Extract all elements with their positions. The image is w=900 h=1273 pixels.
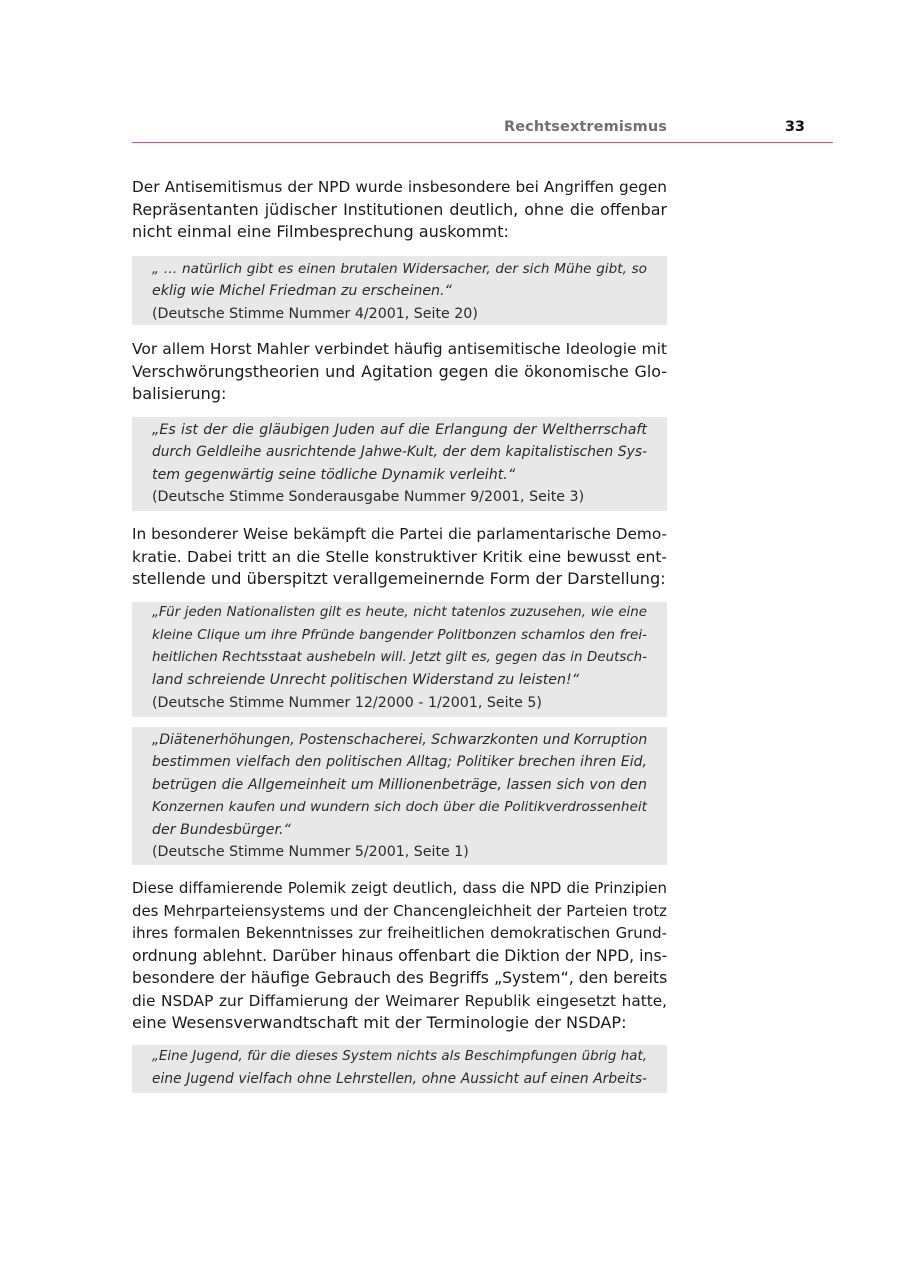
quote-citation: (Deutsche Stimme Sonderausgabe Nummer 9/2001, Seite 3) [152, 489, 585, 506]
quote-citation: (Deutsche Stimme Nummer 12/2000 - 1/2001, Seite 5) [152, 694, 542, 711]
quote-line: der Bundesbürger.“ [152, 821, 291, 838]
quote-line: bestimmen vielfach den politischen Alltag; Politiker brechen ihren Eid, [152, 754, 647, 771]
text-line: balisierung: [132, 384, 227, 403]
quote-line: tem gegenwärtig seine tödliche Dynamik verleiht.“ [152, 466, 516, 483]
quote-line: durch Geldleihe ausrichtende Jahwe-Kult, der dem kapitalistischen Sys- [152, 444, 647, 461]
text-line: Der Antisemitismus der NPD wurde insbesondere bei Angriffen gegen [132, 178, 667, 196]
text-line: kratie. Dabei tritt an die Stelle konstruktiver Kritik eine bewusst ent- [132, 547, 667, 566]
quote-box-1 [132, 256, 667, 325]
quote-line: „Für jeden Nationalisten gilt es heute, nicht tatenlos zuzusehen, wie eine [152, 605, 647, 620]
text-line: nicht einmal eine Filmbesprechung auskommt: [132, 222, 509, 241]
body-paragraph-1 [132, 176, 667, 244]
text-line: besondere der häufige Gebrauch des Begriffs „System“, den bereits [132, 968, 668, 987]
quote-box-4 [132, 727, 667, 865]
quote-line: kleine Clique um ihre Pfründe bangender Politbonzen schamlos den frei- [152, 627, 647, 644]
quote-line: „Diätenerhöhungen, Postenschacherei, Schwarzkonten und Korruption [152, 732, 648, 748]
running-title: Rechtsextremismus [503, 119, 667, 135]
running-header [132, 118, 833, 143]
quote-box-3 [132, 602, 667, 717]
text-line: die NSDAP zur Diffamierung der Weimarer Republik eingesetzt hatte, [132, 991, 667, 1010]
body-paragraph-2 [132, 338, 667, 406]
body-paragraph-4 [132, 877, 667, 1035]
text-line: des Mehrparteiensystems und der Chancengleichheit der Parteien trotz [132, 901, 667, 920]
text-line: ihres formalen Bekenntnisses zur freiheitlichen demokratischen Grund- [132, 924, 667, 942]
text-line: ordnung ablehnt. Darüber hinaus offenbart die Diktion der NPD, ins- [132, 945, 668, 965]
quote-citation: (Deutsche Stimme Nummer 4/2001, Seite 20) [152, 305, 478, 322]
text-line: eine Wesensverwandtschaft mit der Terminologie der NSDAP: [132, 1013, 627, 1032]
page-number: 33 [784, 119, 805, 135]
quote-line: heitlichen Rechtsstaat aushebeln will. Jetzt gilt es, gegen das in Deutsch- [152, 649, 647, 665]
body-paragraph-3 [132, 523, 667, 591]
quote-line: land schreiende Unrecht politischen Widerstand zu leisten!“ [152, 672, 580, 689]
quote-line: eine Jugend vielfach ohne Lehrstellen, ohne Aussicht auf einen Arbeits- [152, 1071, 647, 1088]
quote-box-2 [132, 417, 667, 511]
text-line: Vor allem Horst Mahler verbindet häufig antisemitische Ideologie mit [132, 340, 667, 358]
text-line: Diese diffamierende Polemik zeigt deutlich, dass die NPD die Prinzipien [132, 879, 667, 897]
quote-line: „Eine Jugend, für die dieses System nichts als Beschimpfungen übrig hat, [152, 1049, 647, 1064]
text-line: In besonderer Weise bekämpft die Partei die parlamentarische Demo- [132, 525, 667, 543]
quote-line: Konzernen kaufen und wundern sich doch über die Politikverdrossenheit [152, 799, 647, 816]
quote-box-5 [132, 1045, 667, 1093]
text-line: Repräsentanten jüdischer Institutionen deutlich, ohne die offenbar [132, 199, 667, 219]
text-line: stellende und überspitzt verallgemeinernde Form der Darstellung: [132, 569, 666, 588]
quote-line: „Es ist der die gläubigen Juden auf die Erlangung der Weltherrschaft [152, 422, 647, 438]
quote-line: betrügen die Allgemeinheit um Millionenbeträge, lassen sich von den [152, 776, 647, 793]
text-line: Verschwörungstheorien und Agitation gegen die ökonomische Glo- [132, 361, 667, 381]
quote-line: eklig wie Michel Friedman zu erscheinen.“ [152, 283, 452, 300]
quote-citation: (Deutsche Stimme Nummer 5/2001, Seite 1) [152, 844, 469, 861]
quote-line: „ … natürlich gibt es einen brutalen Widersacher, der sich Mühe gibt, so [152, 261, 647, 277]
